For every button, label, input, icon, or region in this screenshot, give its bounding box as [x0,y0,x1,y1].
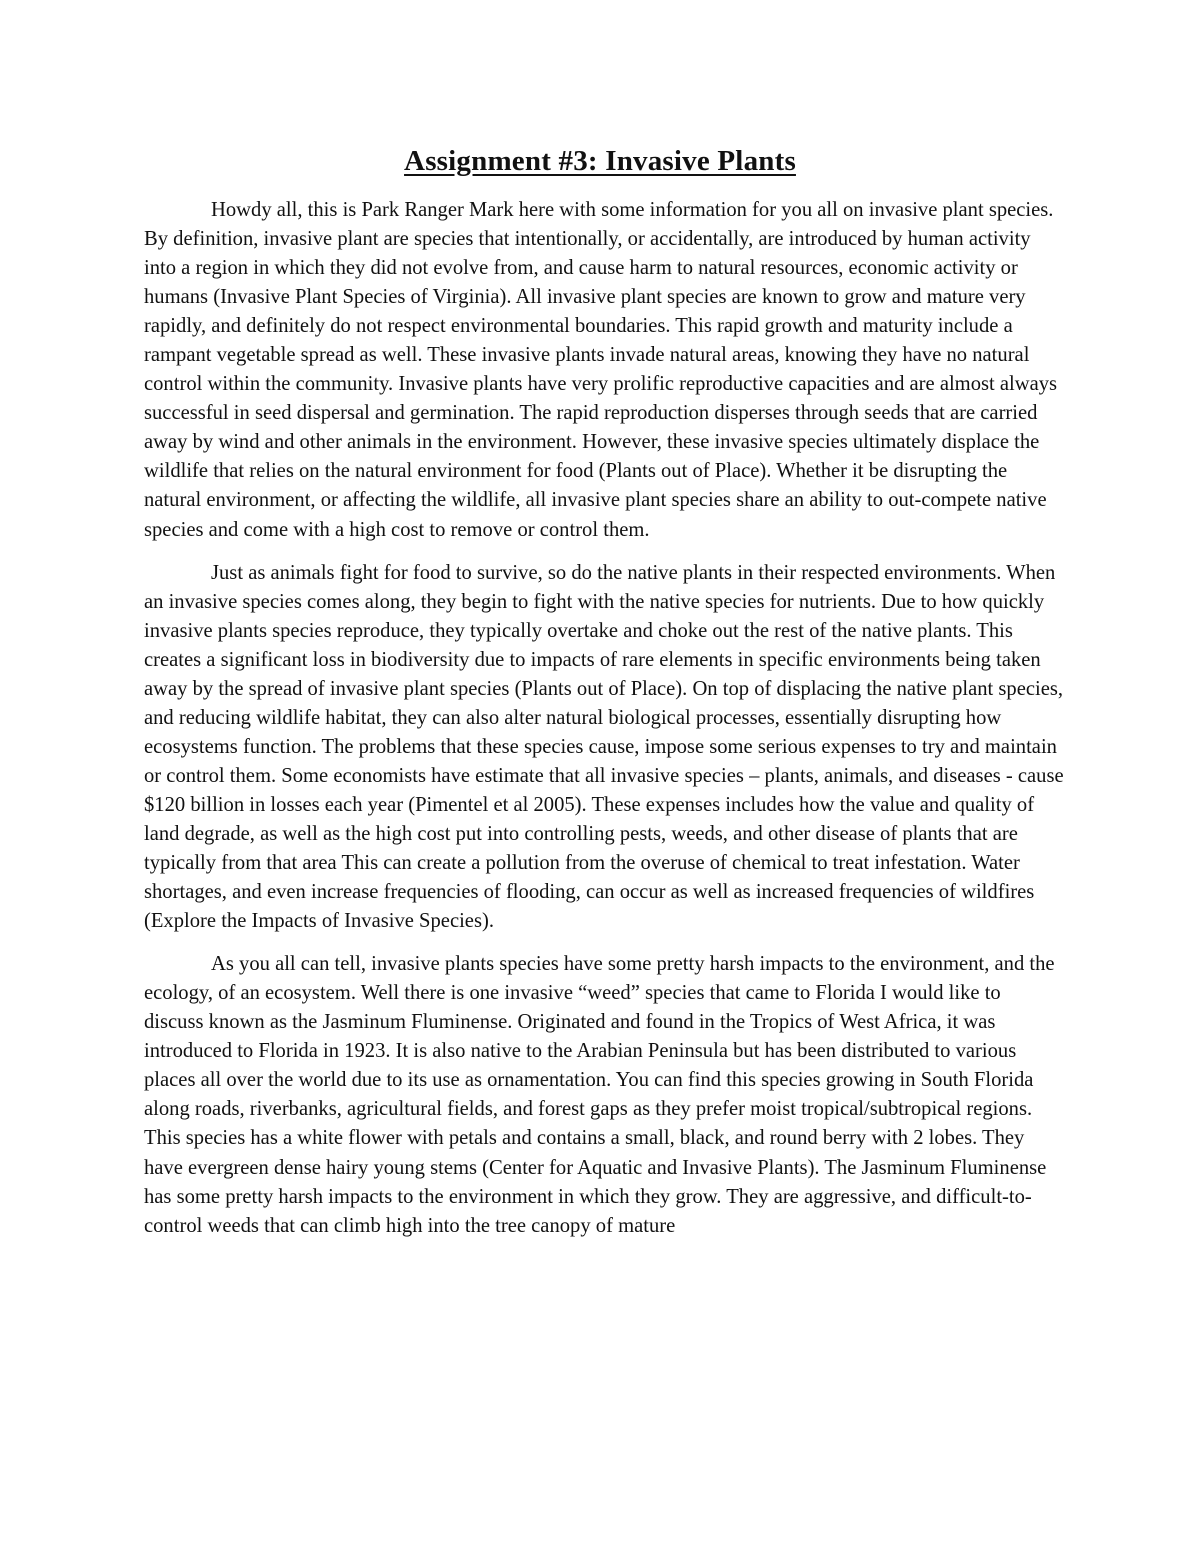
document-title: Assignment #3: Invasive Plants [404,145,796,177]
paragraph-2: Just as animals fight for food to survive, so do the native plants in their respected environments. When an invasive species comes along, they begin to fight with the native species for nutrients. Due to how quickly invasive plants species reproduce, they typically overtake and choke out the rest of the native plants. This creates a significant loss in biodiversity due to impacts of rare elements in specific environments being taken away by the spread of invasive plant species (Plants out of Place). On top of displacing the native plant species, and reducing wildlife habitat, they can also alter natural biological processes, essentially disrupting how ecosystems function. The problems that these species cause, impose some serious expenses to try and maintain or control them. Some economists have estimate that all invasive species – plants, animals, and diseases - cause $120 billion in losses each year (Pimentel et al 2005). These expenses includes how the value and quality of land degrade, as well as the high cost put into controlling pests, weeds, and other disease of plants that are typically from that area This can create a pollution from the overuse of chemical to treat infestation. Water shortages, and even increase frequencies of flooding, can occur as well as increased frequencies of wildfires (Explore the Impacts of Invasive Species). [144,561,1064,933]
document-body [144,196,1064,1255]
paragraph-3: As you all can tell, invasive plants species have some pretty harsh impacts to the environment, and the ecology, of an ecosystem. Well there is one invasive “weed” species that came to Florida I would like to discuss known as the Jasminum Fluminense. Originated and found in the Tropics of West Africa, it was introduced to Florida in 1923. It is also native to the Arabian Peninsula but has been distributed to various places all over the world due to its use as ornamentation. You can find this species growing in South Florida along roads, riverbanks, agricultural fields, and forest gaps as they prefer moist tropical/subtropical regions. This species has a white flower with petals and contains a small, black, and round berry with 2 lobes. They have evergreen dense hairy young stems (Center for Aquatic and Invasive Plants). The Jasminum Fluminense has some pretty harsh impacts to the environment in which they grow. They are aggressive, and difficult-to-control weeds that can climb high into the tree canopy of mature [144,953,1055,1237]
paragraph-1: Howdy all, this is Park Ranger Mark here with some information for you all on invasive plant species. By definition, invasive plant are species that intentionally, or accidentally, are introduced by human activity into a region in which they did not evolve from, and cause harm to natural resources, economic activity or humans (Invasive Plant Species of Virginia). All invasive plant species are known to grow and mature very rapidly, and definitely do not respect environmental boundaries. This rapid growth and maturity include a rampant vegetable spread as well. These invasive plants invade natural areas, knowing they have no natural control within the community. Invasive plants have very prolific reproductive capacities and are almost always successful in seed dispersal and germination. The rapid reproduction disperses through seeds that are carried away by wind and other animals in the environment. However, these invasive species ultimately displace the wildlife that relies on the natural environment for food (Plants out of Place). Whether it be disrupting the natural environment, or affecting the wildlife, all invasive plant species share an ability to out-compete native species and come with a high cost to remove or control them. [144,199,1058,541]
